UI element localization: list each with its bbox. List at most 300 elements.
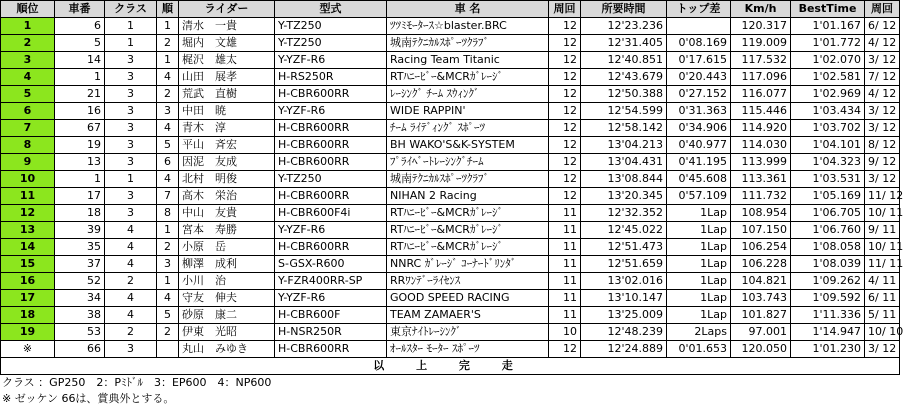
time-cell: 12'51.659	[581, 256, 667, 273]
model-cell: S-GSX-R600	[275, 256, 387, 273]
gap-cell: 0'20.443	[667, 69, 731, 86]
model-cell: Y-YZF-R6	[275, 290, 387, 307]
class-position-cell: 2	[157, 239, 179, 256]
header-rider: ライダー	[179, 1, 275, 18]
laps-cell: 12	[549, 154, 581, 171]
speed-cell: 115.446	[731, 103, 791, 120]
class-position-cell: 3	[157, 103, 179, 120]
results-body	[1, 18, 903, 358]
team-cell: NNRC ｶﾞﾚｰｼﾞ ｺｰﾅｰﾄﾞﾘﾝﾀﾞ	[387, 256, 549, 273]
finish-row	[1, 358, 900, 375]
speed-cell: 113.999	[731, 154, 791, 171]
speed-cell: 113.361	[731, 171, 791, 188]
number-cell: 5	[55, 35, 105, 52]
number-cell: 66	[55, 341, 105, 358]
table-row	[1, 69, 900, 86]
time-cell: 13'08.844	[581, 171, 667, 188]
speed-cell: 114.030	[731, 137, 791, 154]
class-cell: 2	[105, 273, 157, 290]
position-cell: 5	[1, 86, 55, 103]
speed-cell: 111.732	[731, 188, 791, 205]
table-row	[1, 120, 900, 137]
rider-cell: 清水 一貴	[179, 18, 275, 35]
number-cell: 37	[55, 256, 105, 273]
footnotes	[0, 375, 900, 407]
team-cell: RTﾊﾆｰﾋﾞｰ&MCRｶﾞﾚｰｼﾞ	[387, 239, 549, 256]
class-cell: 3	[105, 86, 157, 103]
rider-cell: 中山 友貴	[179, 205, 275, 222]
time-cell: 13'04.213	[581, 137, 667, 154]
class-position-cell: 6	[157, 154, 179, 171]
model-cell: Y-TZ250	[275, 35, 387, 52]
best-lap-cell: 7/ 12	[865, 69, 900, 86]
time-cell: 12'32.352	[581, 205, 667, 222]
laps-cell: 11	[549, 256, 581, 273]
team-cell: RTﾊﾆｰﾋﾞｰ&MCRｶﾞﾚｰｼﾞ	[387, 205, 549, 222]
table-row	[1, 86, 900, 103]
time-cell: 13'04.431	[581, 154, 667, 171]
table-row	[1, 188, 900, 205]
position-cell: 4	[1, 69, 55, 86]
class-position-cell: 1	[157, 52, 179, 69]
model-cell: Y-TZ250	[275, 18, 387, 35]
team-cell: RRﾜﾝﾃﾞｰﾗｲｾﾝｽ	[387, 273, 549, 290]
time-cell: 13'20.345	[581, 188, 667, 205]
best-time-cell: 1'04.323	[791, 154, 865, 171]
laps-cell: 12	[549, 86, 581, 103]
time-cell: 12'54.599	[581, 103, 667, 120]
table-row	[1, 35, 900, 52]
team-cell: 城南ﾃｸﾆｶﾙｽﾎﾟｰﾂｸﾗﾌﾞ	[387, 35, 549, 52]
number-cell: 13	[55, 154, 105, 171]
number-cell: 52	[55, 273, 105, 290]
rider-cell: 北村 明俊	[179, 171, 275, 188]
team-cell: RTﾊﾆｰﾋﾞｰ&MCRｶﾞﾚｰｼﾞ	[387, 222, 549, 239]
position-cell: 15	[1, 256, 55, 273]
class-position-cell	[157, 341, 179, 358]
best-time-cell: 1'14.947	[791, 324, 865, 341]
position-cell: 6	[1, 103, 55, 120]
number-cell: 18	[55, 205, 105, 222]
rider-cell: 高木 栄治	[179, 188, 275, 205]
gap-cell: 1Lap	[667, 307, 731, 324]
class-position-cell: 1	[157, 273, 179, 290]
model-cell: Y-FZR400RR-SP	[275, 273, 387, 290]
position-cell: 7	[1, 120, 55, 137]
best-lap-cell: 4/ 12	[865, 35, 900, 52]
best-time-cell: 1'02.969	[791, 86, 865, 103]
class-cell: 2	[105, 324, 157, 341]
time-cell: 13'10.147	[581, 290, 667, 307]
team-cell: ﾁｰﾑ ﾗｲﾃﾞｨﾝｸﾞ ｽﾎﾟｰﾂ	[387, 120, 549, 137]
position-cell: 2	[1, 35, 55, 52]
number-cell: 16	[55, 103, 105, 120]
model-cell: H-CBR600RR	[275, 137, 387, 154]
rider-cell: 砂原 康二	[179, 307, 275, 324]
table-row	[1, 137, 900, 154]
class-position-cell: 8	[157, 205, 179, 222]
table-row	[1, 205, 900, 222]
rider-cell: 柳澤 成利	[179, 256, 275, 273]
class-position-cell: 2	[157, 324, 179, 341]
model-cell: H-NSR250R	[275, 324, 387, 341]
team-cell: Racing Team Titanic	[387, 52, 549, 69]
speed-cell: 104.821	[731, 273, 791, 290]
best-lap-cell: 3/ 12	[865, 52, 900, 69]
class-position-cell: 4	[157, 69, 179, 86]
best-lap-cell: 9/ 12	[865, 154, 900, 171]
table-row	[1, 273, 900, 290]
laps-cell: 12	[549, 341, 581, 358]
team-cell: ｵｰﾙｽﾀｰ ﾓｰﾀｰ ｽﾎﾟｰﾂ	[387, 341, 549, 358]
header-team: 車 名	[387, 1, 549, 18]
number-cell: 17	[55, 188, 105, 205]
number-cell: 34	[55, 290, 105, 307]
table-row	[1, 290, 900, 307]
time-cell: 12'23.236	[581, 18, 667, 35]
gap-cell: 0'31.363	[667, 103, 731, 120]
number-cell: 35	[55, 239, 105, 256]
model-cell: H-CBR600RR	[275, 188, 387, 205]
table-row	[1, 341, 900, 358]
best-time-cell: 1'08.039	[791, 256, 865, 273]
model-cell: H-CBR600RR	[275, 239, 387, 256]
table-row	[1, 52, 900, 69]
best-lap-cell: 11/ 11	[865, 256, 900, 273]
model-cell: H-CBR600F	[275, 307, 387, 324]
header-number: 車番	[55, 1, 105, 18]
time-cell: 12'24.889	[581, 341, 667, 358]
position-cell: 16	[1, 273, 55, 290]
speed-cell: 117.096	[731, 69, 791, 86]
best-lap-cell: 6/ 11	[865, 290, 900, 307]
best-time-cell: 1'03.434	[791, 103, 865, 120]
table-row	[1, 18, 900, 35]
class-position-cell: 2	[157, 86, 179, 103]
speed-cell: 119.009	[731, 35, 791, 52]
laps-cell: 11	[549, 205, 581, 222]
position-cell: 14	[1, 239, 55, 256]
speed-cell: 107.150	[731, 222, 791, 239]
class-position-cell: 4	[157, 171, 179, 188]
best-time-cell: 1'09.592	[791, 290, 865, 307]
model-cell: Y-TZ250	[275, 171, 387, 188]
class-cell: 3	[105, 69, 157, 86]
number-cell: 19	[55, 137, 105, 154]
model-cell: Y-YZF-R6	[275, 222, 387, 239]
class-position-cell: 3	[157, 256, 179, 273]
laps-cell: 12	[549, 171, 581, 188]
position-cell: 11	[1, 188, 55, 205]
model-cell: H-RS250R	[275, 69, 387, 86]
header-best-time: BestTime	[791, 1, 865, 18]
best-time-cell: 1'03.702	[791, 120, 865, 137]
speed-cell: 117.532	[731, 52, 791, 69]
speed-cell: 114.920	[731, 120, 791, 137]
position-cell: 9	[1, 154, 55, 171]
team-cell: GOOD SPEED RACING	[387, 290, 549, 307]
table-row	[1, 239, 900, 256]
model-cell: H-CBR600RR	[275, 341, 387, 358]
gap-cell: 1Lap	[667, 239, 731, 256]
class-cell: 4	[105, 256, 157, 273]
gap-cell: 0'01.653	[667, 341, 731, 358]
best-time-cell: 1'01.230	[791, 341, 865, 358]
best-lap-cell: 3/ 12	[865, 171, 900, 188]
laps-cell: 11	[549, 273, 581, 290]
position-cell: 1	[1, 18, 55, 35]
number-cell: 6	[55, 18, 105, 35]
best-lap-cell: 3/ 12	[865, 103, 900, 120]
finish-text: 以 上 完 走	[1, 358, 900, 375]
class-position-cell: 4	[157, 290, 179, 307]
rider-cell: 山田 展孝	[179, 69, 275, 86]
gap-cell: 0'34.906	[667, 120, 731, 137]
class-cell: 4	[105, 222, 157, 239]
best-lap-cell: 8/ 12	[865, 137, 900, 154]
best-time-cell: 1'05.169	[791, 188, 865, 205]
rider-cell: 小川 治	[179, 273, 275, 290]
best-time-cell: 1'11.336	[791, 307, 865, 324]
gap-cell: 1Lap	[667, 290, 731, 307]
time-cell: 12'40.851	[581, 52, 667, 69]
header-time: 所要時間	[581, 1, 667, 18]
table-row	[1, 222, 900, 239]
gap-cell: 0'40.977	[667, 137, 731, 154]
gap-cell: 0'57.109	[667, 188, 731, 205]
best-lap-cell: 10/ 10	[865, 324, 900, 341]
best-time-cell: 1'03.531	[791, 171, 865, 188]
class-cell: 3	[105, 137, 157, 154]
class-cell: 1	[105, 35, 157, 52]
best-lap-cell: 10/ 11	[865, 239, 900, 256]
time-cell: 12'31.405	[581, 35, 667, 52]
laps-cell: 11	[549, 239, 581, 256]
position-cell: 18	[1, 307, 55, 324]
class-cell: 3	[105, 103, 157, 120]
class-position-cell: 4	[157, 120, 179, 137]
best-time-cell: 1'01.772	[791, 35, 865, 52]
class-cell: 3	[105, 188, 157, 205]
model-cell: H-CBR600RR	[275, 86, 387, 103]
model-cell: Y-YZF-R6	[275, 52, 387, 69]
best-lap-cell: 6/ 12	[865, 18, 900, 35]
class-cell: 4	[105, 290, 157, 307]
speed-cell: 116.077	[731, 86, 791, 103]
model-cell: H-CBR600RR	[275, 154, 387, 171]
class-cell: 1	[105, 18, 157, 35]
team-cell: BH WAKO'S&K-SYSTEM	[387, 137, 549, 154]
header-best-lap: 周回	[865, 1, 900, 18]
best-time-cell: 1'04.101	[791, 137, 865, 154]
header-gap: トップ差	[667, 1, 731, 18]
class-position-cell: 5	[157, 307, 179, 324]
header-class-position: 順	[157, 1, 179, 18]
team-cell: RTﾊﾆｰﾋﾞｰ&MCRｶﾞﾚｰｼﾞ	[387, 69, 549, 86]
speed-cell: 106.228	[731, 256, 791, 273]
table-row	[1, 307, 900, 324]
rider-cell: 荒武 直樹	[179, 86, 275, 103]
best-lap-cell: 9/ 11	[865, 222, 900, 239]
gap-cell: 1Lap	[667, 222, 731, 239]
position-cell: 8	[1, 137, 55, 154]
laps-cell: 12	[549, 120, 581, 137]
laps-cell: 12	[549, 18, 581, 35]
best-lap-cell: 5/ 11	[865, 307, 900, 324]
gap-cell: 0'17.615	[667, 52, 731, 69]
team-cell: ﾂﾂﾐﾓｰﾀｰｽ☆blaster.BRC	[387, 18, 549, 35]
number-cell: 38	[55, 307, 105, 324]
position-cell: 3	[1, 52, 55, 69]
header-laps: 周回	[549, 1, 581, 18]
table-row	[1, 103, 900, 120]
team-cell: WIDE RAPPIN'	[387, 103, 549, 120]
class-cell: 3	[105, 154, 157, 171]
speed-cell: 97.001	[731, 324, 791, 341]
best-time-cell: 1'06.705	[791, 205, 865, 222]
number-cell: 1	[55, 171, 105, 188]
header-model: 型式	[275, 1, 387, 18]
laps-cell: 12	[549, 188, 581, 205]
time-cell: 13'02.016	[581, 273, 667, 290]
laps-cell: 12	[549, 103, 581, 120]
class-position-cell: 1	[157, 18, 179, 35]
team-cell: TEAM ZAMAER'S	[387, 307, 549, 324]
gap-cell: 1Lap	[667, 273, 731, 290]
class-position-cell: 2	[157, 35, 179, 52]
class-cell: 3	[105, 52, 157, 69]
time-cell: 13'25.009	[581, 307, 667, 324]
model-cell: Y-YZF-R6	[275, 103, 387, 120]
laps-cell: 11	[549, 307, 581, 324]
speed-cell: 101.827	[731, 307, 791, 324]
gap-cell: 0'08.169	[667, 35, 731, 52]
header-position: 順位	[1, 1, 55, 18]
table-row	[1, 256, 900, 273]
best-lap-cell: 4/ 11	[865, 273, 900, 290]
best-time-cell: 1'08.058	[791, 239, 865, 256]
class-legend: クラス ：GP250 2：Pﾐﾄﾞﾙ 3：EP600 4：NP600	[2, 376, 272, 389]
number-cell: 21	[55, 86, 105, 103]
class-position-cell: 5	[157, 137, 179, 154]
number-cell: 39	[55, 222, 105, 239]
class-cell: 1	[105, 171, 157, 188]
number-cell: 14	[55, 52, 105, 69]
position-cell: 17	[1, 290, 55, 307]
class-cell: 4	[105, 307, 157, 324]
class-cell: 3	[105, 205, 157, 222]
speed-cell: 120.050	[731, 341, 791, 358]
rider-cell: 小原 岳	[179, 239, 275, 256]
rider-cell: 中田 暁	[179, 103, 275, 120]
team-cell: NIHAN 2 Racing	[387, 188, 549, 205]
time-cell: 12'45.022	[581, 222, 667, 239]
best-time-cell: 1'09.262	[791, 273, 865, 290]
gap-cell	[667, 18, 731, 35]
class-cell: 3	[105, 120, 157, 137]
exclusion-note: ※ ゼッケン 66は、賞典外とする。	[2, 392, 175, 405]
rider-cell: 守友 伸夫	[179, 290, 275, 307]
speed-cell: 108.954	[731, 205, 791, 222]
gap-cell: 0'41.195	[667, 154, 731, 171]
time-cell: 12'48.239	[581, 324, 667, 341]
best-time-cell: 1'02.581	[791, 69, 865, 86]
rider-cell: 堀内 文雄	[179, 35, 275, 52]
best-time-cell: 1'06.760	[791, 222, 865, 239]
header-class: クラス	[105, 1, 157, 18]
rider-cell: 平山 斉宏	[179, 137, 275, 154]
laps-cell: 11	[549, 222, 581, 239]
laps-cell: 12	[549, 137, 581, 154]
class-position-cell: 7	[157, 188, 179, 205]
class-position-cell: 1	[157, 222, 179, 239]
position-cell: 19	[1, 324, 55, 341]
gap-cell: 2Laps	[667, 324, 731, 341]
laps-cell: 11	[549, 290, 581, 307]
rider-cell: 青木 淳	[179, 120, 275, 137]
position-cell: 10	[1, 171, 55, 188]
speed-cell: 120.317	[731, 18, 791, 35]
time-cell: 12'51.473	[581, 239, 667, 256]
position-cell: 13	[1, 222, 55, 239]
rider-cell: 因泥 友成	[179, 154, 275, 171]
speed-cell: 103.743	[731, 290, 791, 307]
model-cell: H-CBR600RR	[275, 120, 387, 137]
best-lap-cell: 10/ 11	[865, 205, 900, 222]
header-speed: Km/h	[731, 1, 791, 18]
gap-cell: 1Lap	[667, 205, 731, 222]
best-lap-cell: 4/ 12	[865, 86, 900, 103]
time-cell: 12'50.388	[581, 86, 667, 103]
table-header	[1, 1, 900, 18]
laps-cell: 12	[549, 69, 581, 86]
number-cell: 67	[55, 120, 105, 137]
number-cell: 1	[55, 69, 105, 86]
model-cell: H-CBR600F4i	[275, 205, 387, 222]
best-time-cell: 1'01.167	[791, 18, 865, 35]
best-lap-cell: 3/ 12	[865, 341, 900, 358]
best-lap-cell: 3/ 12	[865, 120, 900, 137]
rider-cell: 梶沢 雄太	[179, 52, 275, 69]
class-cell: 3	[105, 341, 157, 358]
class-cell: 4	[105, 239, 157, 256]
position-cell: 12	[1, 205, 55, 222]
team-cell: ﾌﾟﾗｲﾍﾞｰﾄﾚｰｼﾝｸﾞﾁｰﾑ	[387, 154, 549, 171]
team-cell: 城南ﾃｸﾆｶﾙｽﾎﾟｰﾂｸﾗﾌﾞ	[387, 171, 549, 188]
laps-cell: 12	[549, 35, 581, 52]
number-cell: 53	[55, 324, 105, 341]
table-row	[1, 154, 900, 171]
position-cell: ※	[1, 341, 55, 358]
speed-cell: 106.254	[731, 239, 791, 256]
table-row	[1, 171, 900, 188]
rider-cell: 宮本 寿勝	[179, 222, 275, 239]
rider-cell: 丸山 みゆき	[179, 341, 275, 358]
laps-cell: 10	[549, 324, 581, 341]
gap-cell: 0'45.608	[667, 171, 731, 188]
best-time-cell: 1'02.070	[791, 52, 865, 69]
best-lap-cell: 11/ 12	[865, 188, 900, 205]
gap-cell: 1Lap	[667, 256, 731, 273]
time-cell: 12'58.142	[581, 120, 667, 137]
table-row	[1, 324, 900, 341]
gap-cell: 0'27.152	[667, 86, 731, 103]
team-cell: ﾚｰｼﾝｸﾞ ﾁｰﾑ ｽｳｨﾝｸﾞ	[387, 86, 549, 103]
laps-cell: 12	[549, 52, 581, 69]
time-cell: 12'43.679	[581, 69, 667, 86]
rider-cell: 伊東 光昭	[179, 324, 275, 341]
team-cell: 東京ﾅｲﾄﾚｰｼﾝｸﾞ	[387, 324, 549, 341]
